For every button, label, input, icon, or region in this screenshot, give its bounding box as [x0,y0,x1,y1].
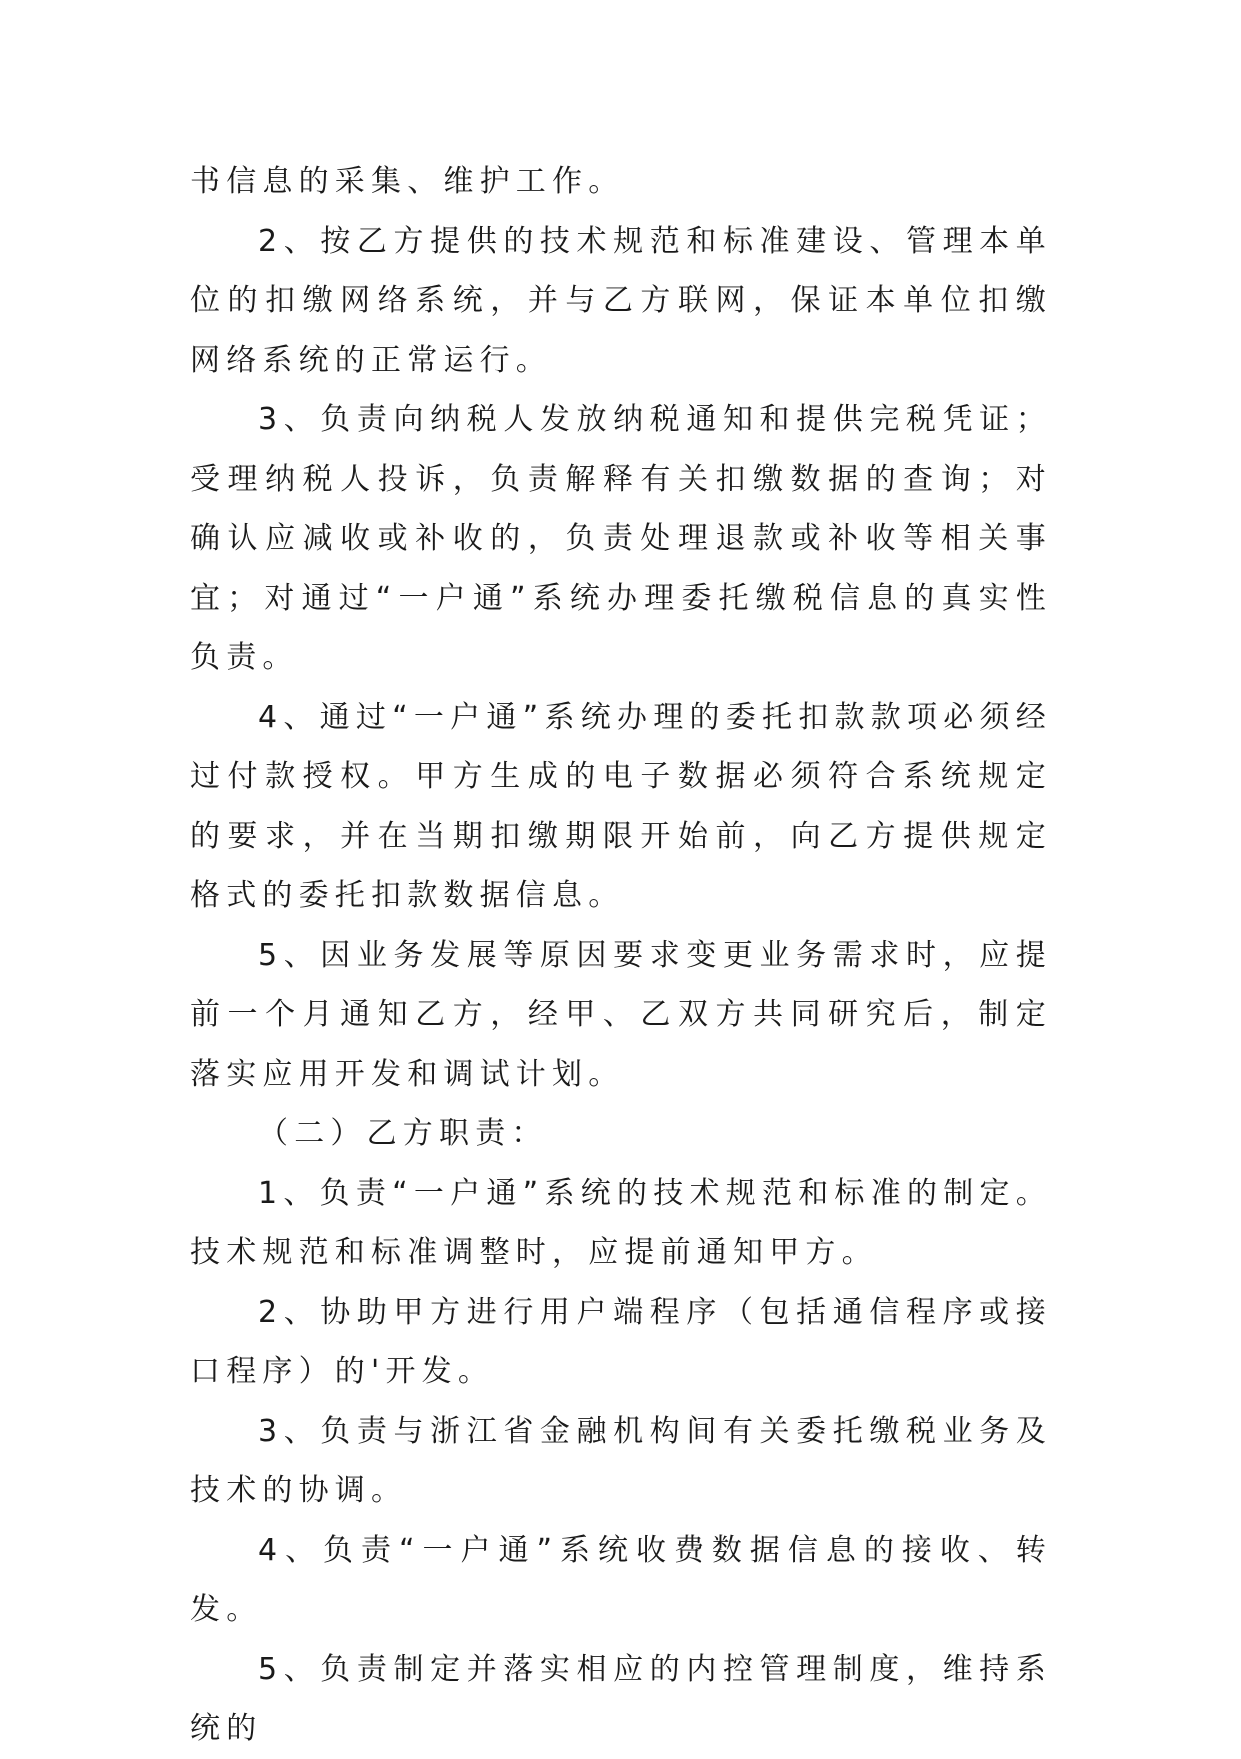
paragraph-item-2: 2、按乙方提供的技术规范和标准建设、管理本单位的扣缴网络系统，并与乙方联网，保证本单位扣缴网络系统的正常运行。 [190,223,1052,378]
paragraph-item-5: 5、因业务发展等原因要求变更业务需求时，应提前一个月通知乙方，经甲、乙双方共同研究后，制定落实应用开发和调试计划。 [190,937,1052,1092]
paragraph-b-item-4: 4、负责“一户通”系统收费数据信息的接收、转发。 [190,1532,1052,1627]
paragraph-b-item-5: 5、负责制定并落实相应的内控管理制度，维持系统的 [190,1651,1052,1746]
section-heading-party-b-duties: （二）乙方职责： [258,1116,548,1151]
document-body [190,152,1052,1759]
paragraph-b-item-1: 1、负责“一户通”系统的技术规范和标准的制定。技术规范和标准调整时，应提前通知甲方。 [190,1175,1052,1270]
paragraph-item-3: 3、负责向纳税人发放纳税通知和提供完税凭证；受理纳税人投诉，负责解释有关扣缴数据的查询；对确认应减收或补收的，负责处理退款或补收等相关事宜；对通过“一户通”系统办理委托缴税信息的真实性负责。 [190,402,1052,675]
paragraph-continuation: 书信息的采集、维护工作。 [190,164,625,199]
paragraph-item-4: 4、通过“一户通”系统办理的委托扣款款项必须经过付款授权。甲方生成的电子数据必须符合系统规定的要求，并在当期扣缴期限开始前，向乙方提供规定格式的委托扣款数据信息。 [190,699,1052,913]
paragraph-b-item-2: 2、协助甲方进行用户端程序（包括通信程序或接口程序）的'开发。 [190,1294,1052,1389]
paragraph-b-item-3: 3、负责与浙江省金融机构间有关委托缴税业务及技术的协调。 [190,1413,1052,1508]
